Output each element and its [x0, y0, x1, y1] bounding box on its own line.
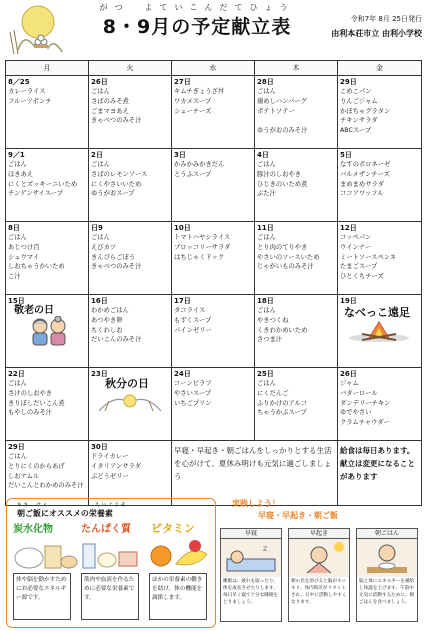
menu-item: タコライス — [174, 307, 206, 314]
menu-item: ゆうがおスープ — [91, 190, 135, 198]
menu-item: ごはん — [8, 161, 27, 168]
menu-item: かみかみかきだん — [174, 161, 225, 168]
weekday-mon: 月 — [6, 61, 89, 76]
menu-item: だいこんとわかめのみそ汁 — [8, 482, 84, 490]
vitamin-label: ビタミン — [151, 522, 195, 535]
menu-item: とり肉のてりやき — [257, 243, 308, 251]
menu-item: ポテトソテー — [257, 107, 295, 115]
title-block — [72, 2, 322, 56]
day-cell — [6, 149, 89, 222]
menu-item: バターロール — [340, 389, 378, 397]
day-date: 15日 — [8, 297, 25, 305]
day-date: 26日 — [340, 370, 357, 378]
menu-item: ちくわしお — [91, 326, 123, 334]
issue-date: 令和7年 8月 25日発行 — [350, 15, 422, 23]
day-date: 5日 — [340, 151, 352, 159]
day-date: 10日 — [174, 224, 191, 232]
menu-item: 豚汁のしおやき — [257, 170, 302, 178]
day-date: 12日 — [340, 224, 357, 232]
week-row — [6, 76, 422, 149]
nutrition-title-ruby: あさ はん えいようそ — [17, 503, 128, 508]
menu-item: ABCスープ — [340, 127, 372, 135]
day-date: 19日 — [340, 297, 357, 305]
day-cell — [255, 295, 338, 368]
week-row — [6, 368, 422, 441]
panel-label: 朝ごはん — [357, 529, 417, 539]
menu-item: さばのレモンソース — [91, 170, 148, 178]
menu-item: ぶた汁 — [257, 190, 276, 198]
holiday-label: 敬老の日 — [14, 305, 54, 316]
day-cell — [89, 295, 172, 368]
school-name: 由利本荘市立 由利小学校 — [331, 29, 422, 38]
menu-item: イタリアンサラダ — [91, 462, 142, 470]
menu-item: たまごスープ — [340, 263, 378, 271]
menu-item: だいこんのみそ汁 — [91, 336, 142, 344]
menu-item: まめまめサラダ — [340, 180, 385, 188]
menu-item: ジャム — [340, 380, 359, 387]
day-date: 29日 — [340, 78, 357, 86]
day-cell — [255, 149, 338, 222]
panel-label: 早起き — [289, 529, 349, 539]
day-date: 30日 — [91, 443, 108, 451]
day-date: 25日 — [257, 370, 274, 378]
menu-item: ゆでやさい — [340, 409, 372, 417]
menu-item: フルーツポンチ — [8, 97, 52, 105]
panel-text: 脳と体にエネルギーを補給し体温を上げます。午前中元気に活動するために、朝ごはんを食べましょう。 — [359, 579, 415, 605]
menu-item: じゃがいものみそ汁 — [257, 263, 314, 271]
day-date: 16日 — [91, 297, 108, 305]
routine-subtitle: 早寝・早起き・朝ご飯 — [258, 511, 338, 520]
day-date: 28日 — [257, 78, 274, 86]
menu-item: ココアワッフル — [340, 190, 384, 198]
day-date: 27日 — [174, 78, 191, 86]
routine-title: 実践しよう！ — [232, 499, 280, 508]
menu-item: ごはん — [8, 380, 27, 387]
protein-description: 筋肉や血液を作るために必要な栄養素です。 — [81, 573, 139, 620]
menu-notice: 給食は毎日あります。献立は変更になることがあります — [338, 441, 422, 506]
protein-label: たんぱく質 — [81, 524, 131, 535]
menu-item: やきつくね — [257, 316, 289, 324]
menu-item: さばのみそ煮 — [91, 97, 129, 105]
day-date: 9／1 — [8, 151, 25, 159]
nutrition-title: 朝ご飯にオススメの栄養素 — [17, 509, 113, 518]
menu-item: ひとくちチーズ — [340, 273, 384, 281]
menu-item: ごはん — [8, 453, 27, 460]
menu-item: えびカツ — [91, 243, 117, 251]
menu-item: にくとズッキーニいため — [8, 180, 78, 188]
menu-item: ちゃうかぶスープ — [257, 409, 307, 417]
title-ruby: がつ よていこんだてひょう — [99, 3, 295, 12]
routine-panel — [218, 498, 422, 626]
menu-item: しおちゃうかいため — [8, 263, 65, 271]
menu-item: もずくスープ — [174, 316, 212, 324]
day-cell — [172, 149, 255, 222]
menu-item: ごはん — [91, 88, 110, 95]
svg-text:z: z — [263, 544, 268, 553]
day-cell — [172, 76, 255, 149]
menu-item: コッペパン — [340, 234, 372, 241]
day-date: 2日 — [91, 151, 103, 159]
menu-item: キムチぎょうざ丼 — [174, 88, 225, 95]
day-cell — [89, 76, 172, 149]
menu-item: きりぼしだいこん煮 — [8, 399, 65, 407]
carbohydrate-description: 体や脳を動かすためにお必要なエネルギー源です。 — [13, 573, 71, 620]
menu-item: やさいのソースいため — [257, 253, 320, 261]
day-date: 8／25 — [8, 78, 30, 86]
day-cell — [6, 441, 89, 506]
day-cell — [338, 368, 422, 441]
day-cell — [172, 368, 255, 441]
weekday-thu: 木 — [255, 61, 338, 76]
day-cell — [6, 222, 89, 295]
day-cell — [338, 295, 422, 368]
menu-item: きゃべつのみそ汁 — [91, 117, 142, 125]
menu-item: チキンサラダ — [340, 117, 378, 125]
menu-item: かぼちゃグラタン — [340, 107, 391, 115]
menu-item: あつやき卵 — [91, 316, 123, 324]
elderly-couple-illustration — [28, 316, 72, 346]
week-row — [6, 222, 422, 295]
day-cell — [338, 149, 422, 222]
day-date: 11日 — [257, 224, 274, 232]
menu-item: パインゼリー — [174, 326, 212, 334]
menu-item: ぶどうゼリー — [91, 472, 129, 480]
menu-table — [5, 60, 422, 506]
menu-item: わかめごはん — [91, 307, 129, 314]
menu-item: こめこパン — [340, 88, 372, 95]
menu-item: ごはん — [257, 307, 276, 314]
moon-illustration — [4, 2, 66, 58]
menu-item: シューチーズ — [174, 107, 212, 115]
day-cell — [172, 295, 255, 368]
menu-item: ほきあえ — [8, 170, 34, 178]
menu-item: くきわかめいため — [257, 326, 308, 334]
menu-item: シュウマイ — [8, 253, 40, 261]
header — [0, 0, 426, 60]
menu-item: ひじきのいため煮 — [257, 180, 308, 188]
day-cell — [338, 222, 422, 295]
week-row — [6, 295, 422, 368]
panel-label: 早寝 — [221, 529, 281, 539]
menu-item: 鶏めしハンバーグ — [257, 97, 307, 105]
menu-item: ワカメスープ — [174, 97, 212, 105]
menu-item: いちごプリン — [174, 399, 212, 407]
menu-item: バルメザンチーズ — [340, 170, 390, 178]
menu-item: コーンピラフ — [174, 380, 212, 387]
sleeping-child-illustration — [221, 539, 281, 577]
day-date: 3日 — [174, 151, 186, 159]
menu-item: ブロッコリーサラダ — [174, 243, 231, 251]
holiday-label: 秋分の日 — [105, 377, 149, 390]
day-cell — [338, 76, 422, 149]
food-illustrations — [11, 534, 211, 572]
menu-item: きんぴらごぼう — [91, 253, 136, 261]
menu-item — [257, 116, 335, 126]
menu-item: カレーライス — [8, 88, 46, 95]
day-date: 29日 — [8, 443, 25, 451]
breakfast-child-illustration — [357, 539, 417, 577]
menu-item: ごはん — [8, 234, 27, 241]
menu-item: さけのしおやき — [8, 389, 53, 397]
menu-item: きゃべつのみそ汁 — [91, 263, 142, 271]
day-cell — [89, 441, 172, 506]
vitamin-description: ほかの栄養素の働きを助け、体の機能を調節します。 — [149, 573, 207, 620]
menu-item: クラムチャウダー — [340, 419, 390, 427]
day-cell — [255, 368, 338, 441]
waking-child-illustration — [289, 539, 349, 577]
day-cell — [255, 76, 338, 149]
menu-item: ごはん — [91, 161, 110, 168]
menu-item: はちじゃくドック — [174, 253, 225, 261]
menu-item: ふりかけのアルコ — [257, 399, 308, 407]
menu-item: りんごジャム — [340, 97, 378, 105]
panel-text: 朝の光を浴びると脳がスッキリ、体内時計がリセットされ、日中に活動しやすくなります。 — [291, 579, 347, 605]
day-date: 18日 — [257, 297, 274, 305]
menu-item: ゆうがおのみそ汁 — [257, 127, 308, 135]
menu-item: にくだんご — [257, 389, 289, 397]
early-rise-panel — [288, 528, 350, 622]
menu-item: ごはん — [257, 234, 276, 241]
weekday-fri: 金 — [338, 61, 422, 76]
menu-item: とりにくのからあげ — [8, 462, 65, 470]
page-title: 8・9月の予定献立表 — [102, 16, 292, 38]
weekday-wed: 水 — [172, 61, 255, 76]
menu-item: ごまマヨあえ — [91, 107, 129, 115]
day-cell — [172, 222, 255, 295]
breakfast-panel — [356, 528, 418, 622]
menu-item: ドライカレー — [91, 453, 129, 460]
menu-item: チンゲンサイスープ — [8, 190, 63, 198]
menu-item: とうふスープ — [174, 170, 212, 178]
campfire-illustration — [344, 318, 414, 342]
menu-item: にくやさいいため — [91, 180, 142, 188]
menu-item: もやしのみそ汁 — [8, 409, 53, 417]
menu-item: なすのボロネーゼ — [340, 161, 391, 168]
panel-text: 睡眠は、疲れを取ったり、体を成長させたりします。毎日早く寝て十分な睡眠をとりましょう。 — [223, 579, 279, 605]
early-sleep-panel — [220, 528, 282, 622]
weekday-header-row — [6, 61, 422, 76]
day-date: 23日 — [91, 370, 108, 378]
day-cell — [89, 222, 172, 295]
day-cell — [89, 368, 172, 441]
day-date: 日9 — [91, 224, 103, 232]
nutrition-title-block — [17, 502, 128, 519]
day-cell — [255, 222, 338, 295]
week-row — [6, 149, 422, 222]
menu-item: ごはん — [257, 161, 276, 168]
weekday-tue: 火 — [89, 61, 172, 76]
menu-item: ごはん — [91, 234, 110, 241]
menu-item: トマトハヤシライス — [174, 234, 231, 241]
day-date: 24日 — [174, 370, 191, 378]
day-cell — [6, 295, 89, 368]
menu-item: こ汁 — [8, 273, 21, 281]
day-date: 4日 — [257, 151, 269, 159]
nutrition-panel — [6, 498, 216, 628]
autumn-moon-illustration — [95, 389, 165, 413]
day-date: 22日 — [8, 370, 25, 378]
menu-item: やさいスープ — [174, 389, 212, 397]
menu-item: ミートソースペンネ — [340, 253, 397, 261]
week-row — [6, 441, 422, 506]
day-date: 26日 — [91, 78, 108, 86]
menu-item: ごはん — [257, 380, 276, 387]
day-date: 17日 — [174, 297, 191, 305]
menu-item: あじつけ百 — [8, 243, 40, 251]
day-cell — [6, 76, 89, 149]
lifestyle-message: 早寝・早起き・朝ごはんをしっかりとする生活を心がけて、夏休み明けも元気に過ごしましょう — [172, 441, 338, 506]
day-cell — [6, 368, 89, 441]
menu-item: ごはん — [257, 88, 276, 95]
day-cell — [89, 149, 172, 222]
day-date: 8日 — [8, 224, 20, 232]
carbohydrate-label: 炭水化物 — [13, 524, 53, 535]
menu-item: さつま汁 — [257, 336, 283, 344]
menu-item: ダンデリーチキン — [340, 399, 391, 407]
menu-item: ウインナー — [340, 243, 372, 251]
event-label: なべっこ遠足 — [344, 306, 410, 319]
menu-item: しおナムル — [8, 472, 40, 480]
